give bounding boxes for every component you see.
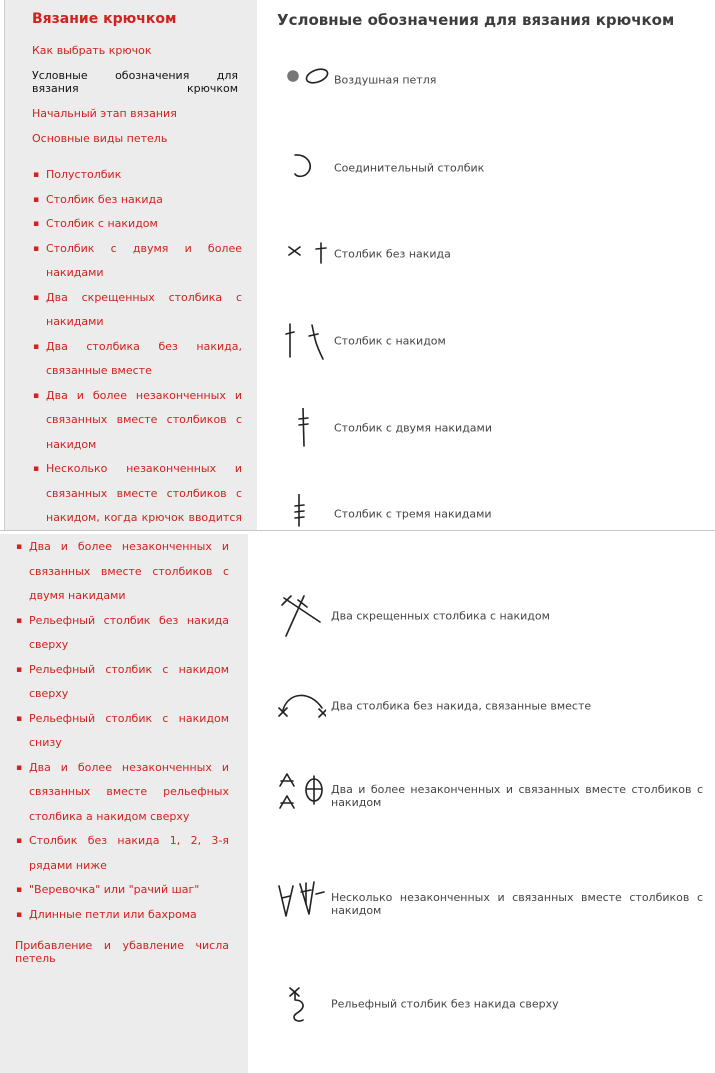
sidebar <box>4 0 257 530</box>
treble-crochet-icon <box>283 408 333 448</box>
top-screenshot-panel <box>0 0 715 531</box>
sidebar-subitem[interactable] <box>15 609 229 658</box>
bullet-icon: ▪ <box>16 664 23 675</box>
bullet-icon: ▪ <box>33 243 40 254</box>
sidebar-link-symbols-active[interactable]: Условные обозначения для вязания крючком <box>32 69 238 95</box>
sidebar-subitem-label: Полустолбик <box>46 168 122 181</box>
dc-cluster-one-loop-icon <box>276 880 326 928</box>
sidebar-subitem[interactable] <box>32 384 242 458</box>
sidebar-subitem[interactable] <box>32 335 242 384</box>
sidebar-subitem-label: Рельефный столбик без накида сверху <box>29 613 229 651</box>
symbol-row <box>276 982 706 1026</box>
symbol-label: Столбик без накида <box>334 247 451 261</box>
page-title: Условные обозначения для вязания крючком <box>277 11 675 29</box>
sidebar-subitem[interactable] <box>15 878 229 903</box>
bullet-icon: ▪ <box>16 615 23 626</box>
sidebar-link-start[interactable]: Начальный этап вязания <box>32 107 177 120</box>
front-post-sc-icon <box>276 982 326 1026</box>
symbol-row <box>283 321 583 361</box>
bullet-icon: ▪ <box>33 194 40 205</box>
dc-cluster-icon <box>276 770 326 822</box>
symbol-label: Воздушная петля <box>334 73 437 87</box>
sidebar-subitem[interactable] <box>15 535 229 609</box>
symbol-label: Два столбика без накида, связанные вместе <box>331 699 592 713</box>
symbol-label: Столбик с тремя накидами <box>334 507 492 521</box>
sidebar-subitem-label: Длинные петли или бахрома <box>29 907 197 921</box>
symbol-row <box>276 770 706 822</box>
sidebar-subitem-label: Два скрещенных столбика с накидами <box>46 290 242 328</box>
sc2tog-icon <box>276 684 326 728</box>
sidebar-subitem-label: Рельефный столбик с накидом сверху <box>29 662 229 700</box>
symbol-label: Несколько незаконченных и связанных вместе столбиков с накидом <box>331 891 703 917</box>
double-crochet-icon <box>283 321 333 361</box>
bullet-icon: ▪ <box>33 170 40 180</box>
symbol-row <box>283 234 583 274</box>
bottom-screenshot-panel <box>0 534 715 1073</box>
sidebar-subitem-label: Два и более незаконченных и связанных вместе столбиков с двумя накидами <box>29 540 229 602</box>
sidebar-subitem[interactable] <box>32 237 242 286</box>
sidebar-subitem-label: "Веревочка" или "рачий шаг" <box>29 883 200 896</box>
sidebar-subitems <box>32 163 242 531</box>
symbol-row <box>276 684 706 728</box>
bullet-icon: ▪ <box>33 219 40 229</box>
sidebar-link-stitch-types[interactable]: Основные виды петель <box>32 132 168 145</box>
symbol-row <box>276 880 706 928</box>
sidebar-subitem-label: Столбик с двумя и более накидами <box>46 241 242 279</box>
bullet-icon: ▪ <box>33 292 40 303</box>
sidebar-title: Вязание крючком <box>32 11 177 27</box>
sidebar-subitem-label: Столбик с накидом <box>46 217 158 230</box>
bullet-icon: ▪ <box>16 762 23 773</box>
sidebar-subitem[interactable] <box>32 457 242 531</box>
symbol-row <box>276 592 706 640</box>
sidebar-subitems <box>15 535 229 927</box>
symbol-label: Столбик с двумя накидами <box>334 421 492 435</box>
double-treble-crochet-icon <box>283 494 333 531</box>
sidebar-subitem-label: Столбик без накида <box>46 192 163 206</box>
chain-stitch-icon <box>283 60 333 100</box>
sidebar-subitem-label: Два и более незаконченных и связанных вместе столбиков с накидом <box>46 388 242 451</box>
sidebar-subitem[interactable] <box>32 188 242 213</box>
symbol-label: Соединительный столбик <box>334 161 485 175</box>
bullet-icon: ▪ <box>16 542 23 552</box>
bullet-icon: ▪ <box>16 836 23 846</box>
slip-stitch-icon <box>283 148 333 188</box>
crossed-double-crochet-icon <box>276 592 326 640</box>
sidebar-subitem[interactable] <box>32 212 242 237</box>
symbol-row <box>283 408 583 448</box>
bullet-icon: ▪ <box>16 713 23 724</box>
symbol-row <box>283 148 583 188</box>
sidebar-subitem-label: Несколько незаконченных и связанных вместе столбиков с накидом, когда крючок вводится <box>46 462 242 524</box>
sidebar-subitem[interactable] <box>15 756 229 830</box>
sidebar-subitem[interactable] <box>15 707 229 756</box>
sidebar-subitem-label: Два и более незаконченных и связанных вместе рельефных столбика а накидом сверху <box>29 760 229 823</box>
sidebar-subitem-label: Рельефный столбик с накидом снизу <box>29 711 229 749</box>
sidebar-link-choose-hook[interactable]: Как выбрать крючок <box>32 44 152 57</box>
symbol-row <box>283 494 583 531</box>
sidebar-subitem[interactable] <box>15 658 229 707</box>
bullet-icon: ▪ <box>16 885 23 895</box>
sidebar-link-increase-decrease[interactable]: Прибавление и убавление числа петель <box>15 939 229 965</box>
symbol-label: Два скрещенных столбика с накидом <box>331 609 550 623</box>
sidebar-subitem[interactable] <box>15 829 229 878</box>
bullet-icon: ▪ <box>33 390 40 401</box>
sidebar-subitem-label: Два столбика без накида, связанные вместе <box>46 339 242 377</box>
sidebar-subitem[interactable] <box>15 903 229 928</box>
sidebar-subitem[interactable] <box>32 286 242 335</box>
sidebar-continued <box>0 534 248 1073</box>
bullet-icon: ▪ <box>33 464 40 474</box>
sidebar-subitem-label: Столбик без накида 1, 2, 3-я рядами ниже <box>29 834 229 872</box>
symbol-label: Столбик с накидом <box>334 334 446 348</box>
symbol-label: Два и более незаконченных и связанных вместе столбиков с накидом <box>331 783 703 809</box>
bullet-icon: ▪ <box>33 341 40 352</box>
symbol-row <box>283 60 583 100</box>
single-crochet-icon <box>283 234 333 274</box>
sidebar-subitem[interactable] <box>32 163 242 188</box>
bullet-icon: ▪ <box>16 909 23 920</box>
symbol-label: Рельефный столбик без накида сверху <box>331 997 559 1011</box>
